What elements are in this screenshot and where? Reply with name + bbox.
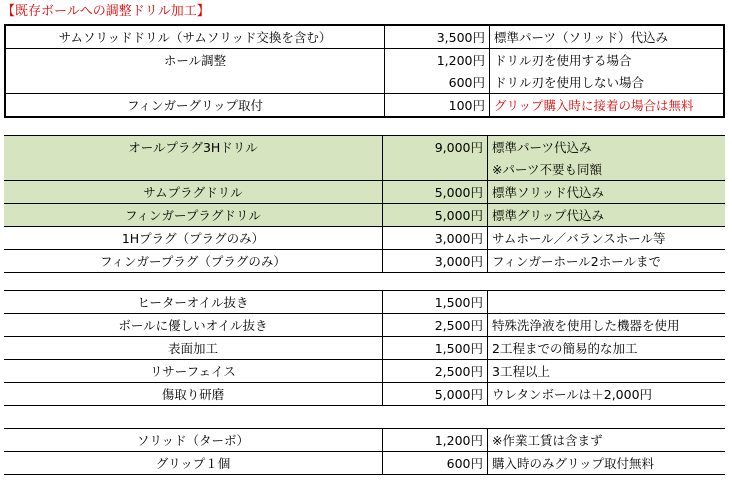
item-price: 1,200円 (383, 429, 488, 452)
item-name: オールプラグ3Hドリル (4, 136, 383, 159)
surface-service-table (4, 290, 725, 406)
item-name: ボールに優しいオイル抜き (4, 314, 383, 337)
item-name: リサーフェイス (4, 360, 383, 383)
table-row (4, 337, 725, 360)
item-price: 1,500円 (383, 337, 488, 360)
adjustment-drill-table (4, 24, 725, 118)
table-row (4, 158, 725, 181)
item-price: 600円 (383, 452, 488, 475)
table-row (5, 25, 724, 49)
item-price: 100円 (385, 94, 490, 118)
item-note: ウレタンボールは＋2,000円 (488, 383, 726, 406)
item-price: 5,000円 (383, 383, 488, 406)
item-name: グリップ１個 (4, 452, 383, 475)
item-price: 5,000円 (383, 204, 488, 227)
item-name (4, 158, 383, 181)
table-row (4, 452, 725, 475)
item-note: ドリル刃を使用しない場合 (490, 71, 725, 94)
table-row (4, 429, 725, 452)
item-name: ヒーターオイル抜き (4, 291, 383, 314)
item-note (488, 291, 726, 314)
table-row (4, 291, 725, 314)
item-note: 購入時のみグリップ取付無料 (488, 452, 726, 475)
item-note: フィンガーホール2ホールまで (488, 250, 726, 273)
item-price: 9,000円 (383, 136, 488, 159)
item-name (5, 71, 385, 94)
item-note: サムホール／バランスホール等 (488, 227, 726, 250)
item-name: 傷取り研磨 (4, 383, 383, 406)
item-price (383, 158, 488, 181)
table-row (4, 360, 725, 383)
item-price: 5,000円 (383, 181, 488, 204)
item-price: 3,000円 (383, 250, 488, 273)
item-price: 1,500円 (383, 291, 488, 314)
parts-table (4, 428, 725, 475)
table-row (4, 227, 725, 250)
item-name: サムソリッドドリル（サムソリッド交換を含む） (5, 25, 385, 49)
item-note: 標準グリップ代込み (488, 204, 726, 227)
item-name: フィンガーグリップ取付 (5, 94, 385, 118)
item-note: ドリル刃を使用する場合 (494, 53, 632, 68)
item-name: フィンガープラグドリル (4, 204, 383, 227)
item-note: ※パーツ不要も同額 (488, 158, 726, 181)
item-name: ソリッド（ターボ） (4, 429, 383, 452)
item-note: 標準パーツ代込み (488, 136, 726, 159)
item-price: 2,500円 (383, 314, 488, 337)
item-price: 600円 (385, 71, 490, 94)
item-note: 特殊洗浄液を使用した機器を使用 (488, 314, 726, 337)
item-note: 3工程以上 (488, 360, 726, 383)
item-price: 1,200円 (385, 49, 490, 72)
item-name: フィンガープラグ（プラグのみ） (4, 250, 383, 273)
table-row (5, 49, 724, 72)
item-price: 2,500円 (383, 360, 488, 383)
table-row (4, 383, 725, 406)
item-note: 標準パーツ（ソリッド）代込み (490, 25, 725, 49)
table-row (5, 71, 724, 94)
item-note: ※作業工賃は含まず (488, 429, 726, 452)
item-note: 2工程までの簡易的な加工 (488, 337, 726, 360)
item-note-highlight: グリップ購入時に接着の場合は無料 (494, 98, 694, 113)
plug-drill-table (4, 135, 725, 273)
table-row (5, 94, 724, 118)
item-price: 3,000円 (383, 227, 488, 250)
item-name: ホール調整 (5, 49, 385, 72)
table-row (4, 250, 725, 273)
item-name: サムプラグドリル (4, 181, 383, 204)
table-row (4, 314, 725, 337)
item-name: 表面加工 (4, 337, 383, 360)
table-row (4, 136, 725, 159)
table-row (4, 204, 725, 227)
item-price: 3,500円 (385, 25, 490, 49)
item-name: 1Hプラグ（プラグのみ） (4, 227, 383, 250)
table-row (4, 181, 725, 204)
page-title: 【既存ボールへの調整ドリル加工】 (2, 4, 210, 19)
item-note: 標準ソリッド代込み (488, 181, 726, 204)
